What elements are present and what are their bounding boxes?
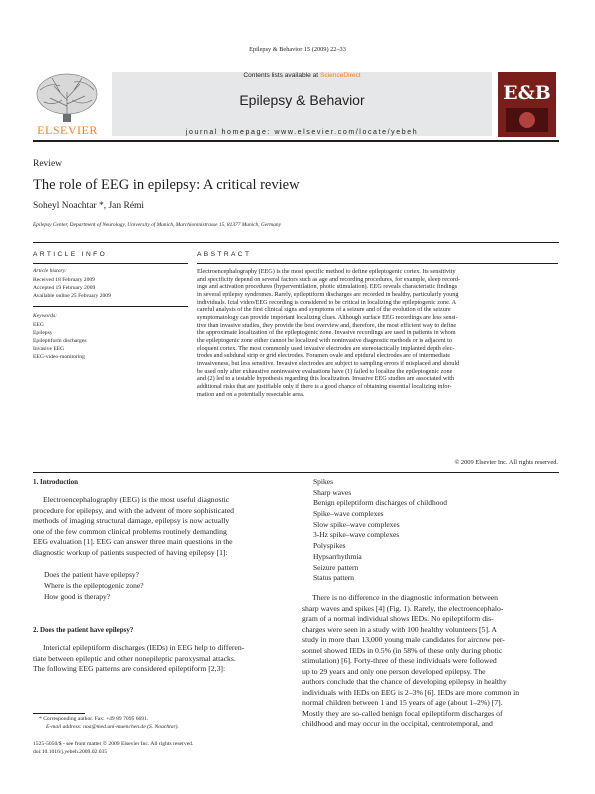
abstract-line: Electroencephalography (EEG) is the most specific method to define epileptogenic cortex. Its sensitivity bbox=[197, 268, 456, 275]
paragraph-line: stimulation) [6]. Forty-three of these individuals were followed bbox=[302, 656, 497, 665]
footnote-corresponding: * Corresponding author. Fax: +49 89 7095 6691. bbox=[39, 716, 149, 722]
paragraph-line: Electroencephalography (EEG) is the most useful diagnostic bbox=[43, 495, 230, 504]
paragraph-line: individuals with IEDs on EEG is 2–3% [6]. IEDs are more common in bbox=[302, 687, 520, 697]
history-online: Available online 25 February 2009 bbox=[33, 293, 111, 299]
contents-prefix: Contents lists available at bbox=[243, 72, 320, 79]
paragraph-line: sharp waves and spikes [4] (Fig. 1). Rarely, the electroencephalo- bbox=[302, 603, 504, 613]
epileptiform-pattern-list bbox=[313, 477, 558, 584]
abstract-rule bbox=[197, 263, 558, 264]
article-authors: Soheyl Noachtar *, Jan Rémi bbox=[33, 201, 145, 211]
abstract-line: invasiveness, but less sensitive. Invasive electrodes are subject to sampling errors if misplaced and should bbox=[197, 359, 460, 367]
question-item: How good is therapy? bbox=[44, 592, 111, 601]
abstract-bottom-rule bbox=[33, 472, 559, 473]
paragraph-line: diagnostic workup of patients suspected of having epilepsy [1]: bbox=[33, 547, 228, 557]
section-heading-diagnosis: 2. Does the patient have epilepsy? bbox=[33, 626, 134, 634]
paragraph-line: up to 29 years and only one person developed epilepsy. The bbox=[302, 666, 486, 676]
cover-title: E&B bbox=[503, 82, 551, 104]
history-label: Article history: bbox=[33, 268, 68, 274]
issn-line: 1525-5050/$ - see front matter © 2009 Elsevier Inc. All rights reserved. bbox=[33, 741, 194, 747]
abstract-heading: ABSTRACT bbox=[197, 251, 252, 258]
paragraph-line: The following EEG patterns are considered epileptiform [2,3]: bbox=[33, 664, 226, 673]
paragraph-line: study in more than 13,000 young male candidates for aircrew per- bbox=[302, 635, 505, 644]
abstract-line: be used only after exhaustive noninvasive evaluations have (1) failed to localize the epileptogenic zone bbox=[197, 367, 453, 375]
pattern-item: Slow spike–wave complexes bbox=[313, 519, 400, 529]
keyword-item: Epilepsy bbox=[33, 330, 53, 336]
section-heading-introduction: 1. Introduction bbox=[33, 478, 78, 486]
paragraph-line: charges were seen in a study with 100 healthy volunteers [5]. A bbox=[302, 624, 497, 634]
abstract-line: eloquent cortex. The most commonly used invasive electrodes are stereotactically implanted depth elec- bbox=[197, 344, 455, 352]
paragraph-line: sonnel showed IEDs in 0.5% (in 58% of these only during photic bbox=[302, 645, 503, 655]
footnote-email[interactable]: E-mail address: noa@med.uni-muenchen.de (S. Noachtar). bbox=[46, 724, 179, 730]
paragraph-line: childhood and may occur in the occipital, centrotemporal, and bbox=[302, 719, 493, 728]
copyright-notice: © 2009 Elsevier Inc. All rights reserved. bbox=[454, 459, 558, 466]
keyword-item: Invasive EEG bbox=[33, 346, 65, 352]
journal-name: Epilepsy & Behavior bbox=[239, 92, 365, 108]
abstract-line: trodes and subdural strip or grid electrodes. Foramen ovale and epidural electrodes are of intermediate bbox=[197, 352, 451, 360]
pattern-item: Polyspikes bbox=[313, 541, 346, 551]
history-accepted: Accepted 19 February 2009 bbox=[33, 285, 96, 291]
question-item: Where is the epileptogenic zone? bbox=[44, 581, 144, 590]
author-affiliation: Epilepsy Center, Department of Neurology, University of Munich, Marchioninistrasse 15, 81377 Munich, Germany bbox=[33, 222, 281, 228]
keywords-label: Keywords: bbox=[33, 313, 58, 319]
question-item: Does the patient have epilepsy? bbox=[44, 570, 139, 579]
abstract-line: and (2) led to a testable hypothesis regarding this localization. Invasive EEG studies are associated with bbox=[197, 375, 455, 383]
pattern-item: Seizure pattern bbox=[313, 562, 359, 572]
abstract-line: mation and on a potentially resectable area. bbox=[197, 390, 305, 398]
abstract-line: additional risks that are justifiable only if there is a good chance of obtaining essential localizing infor- bbox=[197, 382, 452, 390]
right-column-paragraph bbox=[302, 593, 558, 730]
contents-line bbox=[112, 72, 492, 79]
paragraph-line: authors conclude that the chance of developing epilepsy in healthy bbox=[302, 677, 507, 686]
abstract-line: careful analysis of the first clinical signs and symptoms of a seizure and of the evolution of the seizure bbox=[197, 306, 451, 314]
keyword-item: EEG bbox=[33, 322, 44, 328]
paragraph-line: normal children between 1 and 15 years of age (about 1–2%) [7]. bbox=[302, 698, 503, 707]
journal-homepage[interactable]: journal homepage: www.elsevier.com/locate/yebeh bbox=[185, 129, 419, 136]
article-title: The role of EEG in epilepsy: A critical review bbox=[33, 177, 300, 193]
history-received: Received 18 February 2009 bbox=[33, 277, 95, 283]
paragraph-line: Mostly they are so-called benign focal epileptiform discharges of bbox=[302, 708, 503, 718]
keyword-item: Epileptiform discharges bbox=[33, 338, 87, 344]
paragraph-line: There is no difference in the diagnostic information between bbox=[312, 593, 499, 602]
pattern-item: 3-Hz spike–wave complexes bbox=[313, 530, 400, 540]
abstract-line: the epileptogenic zone either cannot be localized with noninvasive diagnostic methods or is adjacent to bbox=[197, 336, 452, 344]
abstract-line: individuals. Ictal video/EEG recording is considered to be critical in localizing the epileptogenic zone. A bbox=[197, 298, 457, 306]
paragraph-line: gram of a normal individual shows IEDs. No epileptiform dis- bbox=[302, 614, 494, 623]
paragraph-line: tiate between epileptic and other nonepileptic paroxysmal attacks. bbox=[33, 653, 236, 663]
doi-line[interactable]: doi:10.1016/j.yebeh.2009.02.035 bbox=[33, 749, 108, 755]
pattern-item: Spike–wave complexes bbox=[313, 509, 384, 519]
publisher-name: ELSEVIER bbox=[37, 123, 98, 137]
pattern-item: Sharp waves bbox=[313, 487, 352, 497]
pattern-item: Spikes bbox=[313, 477, 334, 486]
running-head: Epilepsy & Behavior 15 (2009) 22–33 bbox=[249, 46, 346, 53]
pattern-item: Benign epileptiform discharges of childhood bbox=[313, 498, 448, 508]
section2-paragraph bbox=[33, 643, 281, 675]
abstract-text bbox=[197, 268, 558, 398]
paragraph-line: Interictal epileptiform discharges (IEDs) in EEG help to differen- bbox=[43, 643, 245, 652]
journal-cover-image bbox=[498, 72, 556, 137]
pattern-item: Status pattern bbox=[313, 573, 355, 583]
paragraph-line: one of the few common clinical problems routinely demanding bbox=[33, 526, 227, 536]
header-rule bbox=[33, 140, 559, 142]
paragraph-line: EEG evaluation [1]. EEG can answer three main questions in the bbox=[33, 537, 233, 546]
abstract-line: and specificity depend on several factors such as age and recording procedures, for example, sleep record- bbox=[197, 275, 461, 283]
abstract-line: ings and activation procedures (hyperventilation, photic stimulation). EEG reveals characteristic findings bbox=[197, 283, 458, 291]
paragraph-line: procedure for epilepsy, and with the advent of more sophisticated bbox=[33, 505, 235, 515]
keyword-item: EEG-video-monitoring bbox=[33, 354, 85, 360]
abstract-line: tive than invasive studies, they provide the best overview and, therefore, the most efficient way to define bbox=[197, 321, 457, 329]
abstract-line: in several epilepsy syndromes. Rarely, epileptiform discharges are recorded in healthy, particularly young bbox=[197, 290, 459, 298]
article-type: Review bbox=[33, 159, 63, 169]
paragraph-line: methods of imaging structural damage, epilepsy is now actually bbox=[33, 516, 230, 525]
footnote-separator bbox=[33, 713, 85, 714]
abstract-line: symptomatology can provide important localizing clues. Although surface EEG recordings are less sensi- bbox=[197, 313, 458, 321]
keywords-rule bbox=[33, 306, 188, 307]
abstract-line: the approximate localization of the epileptogenic zone. Invasive recordings are used in patients in whom bbox=[197, 329, 456, 337]
title-rule bbox=[33, 242, 559, 243]
pattern-item: Hypsarrhythmia bbox=[313, 551, 362, 561]
introduction-paragraph bbox=[33, 495, 281, 558]
article-info-heading: ARTICLE INFO bbox=[33, 251, 108, 258]
article-info-rule bbox=[33, 263, 188, 264]
sciencedirect-link[interactable]: ScienceDirect bbox=[319, 72, 361, 79]
